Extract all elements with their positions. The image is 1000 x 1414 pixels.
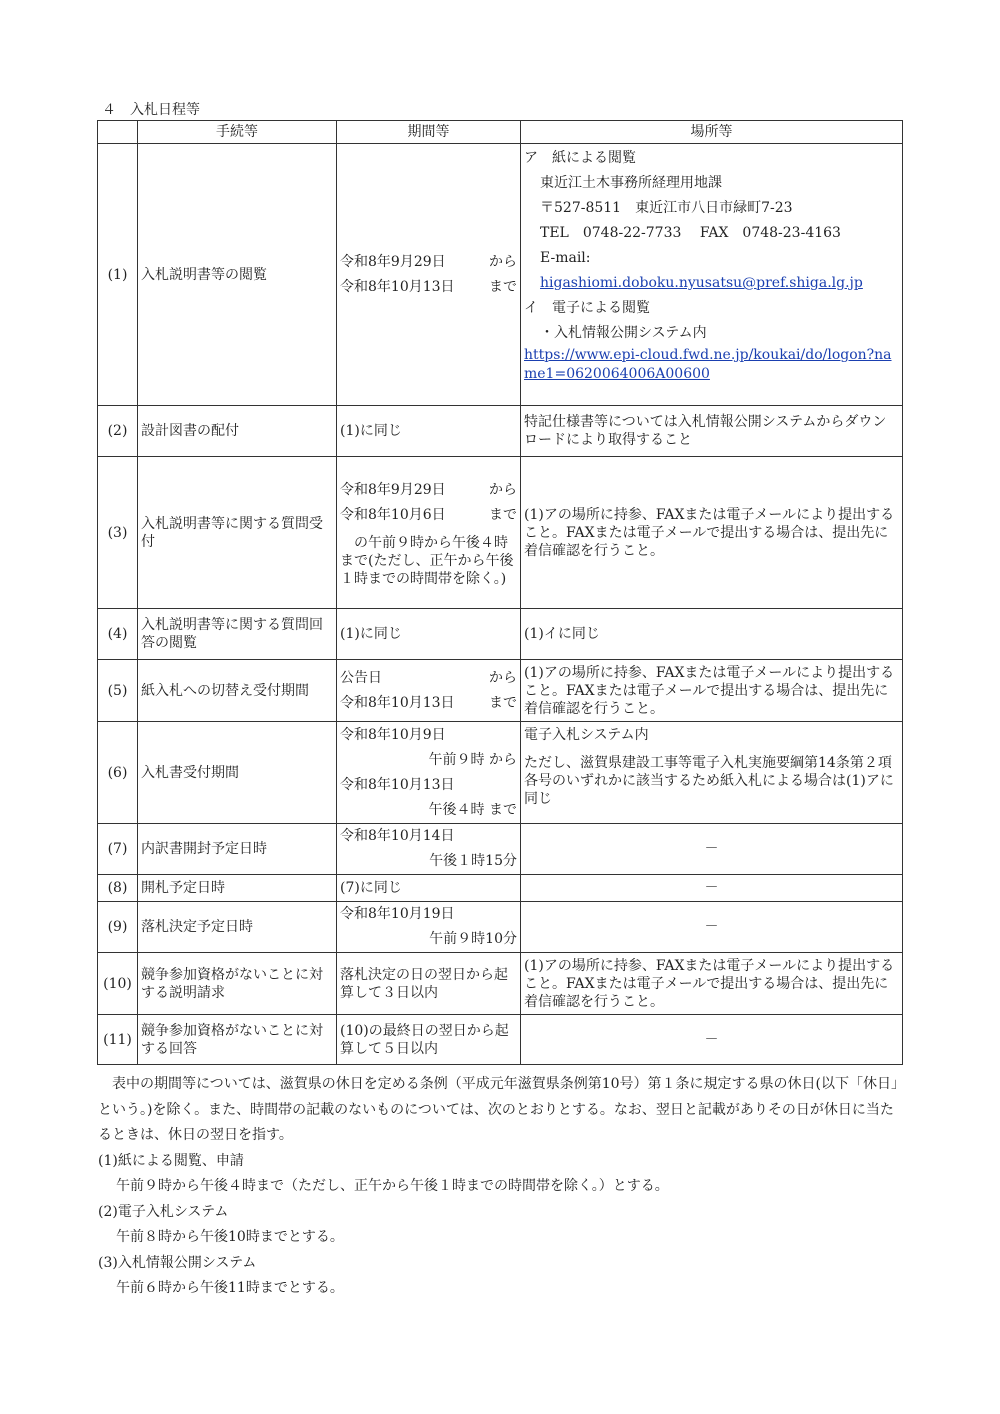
period-cell — [337, 722, 521, 824]
period-cell: (10)の最終日の翌日から起算して５日以内 — [337, 1015, 521, 1065]
period-date: 令和8年10月19日 — [340, 906, 455, 922]
row-number: (5) — [98, 660, 138, 722]
period-end-suffix: まで — [489, 278, 517, 295]
note-title: (1)紙による閲覧、申請 — [98, 1152, 244, 1169]
place-line: 〒527-8511 東近江市八日市緑町7-23 — [540, 200, 793, 216]
place-line: TEL 0748-22-7733 FAX 0748-23-4163 — [540, 225, 841, 241]
procedure-cell: 入札説明書等の閲覧 — [138, 144, 337, 406]
table-row — [98, 406, 903, 457]
table-row — [98, 875, 903, 902]
table-row — [98, 824, 903, 875]
place-cell: － — [521, 1015, 903, 1065]
row-number: (6) — [98, 722, 138, 824]
period-start-date: 令和8年9月29日 — [340, 253, 446, 270]
row-number: (8) — [98, 875, 138, 902]
procedure-cell: 開札予定日時 — [138, 875, 337, 902]
header-place: 場所等 — [521, 121, 903, 144]
row-number: (1) — [98, 144, 138, 406]
table-row — [98, 144, 903, 406]
period-start-suffix: から — [489, 669, 517, 686]
procedure-cell: 落札決定予定日時 — [138, 902, 337, 953]
period-end-suffix: まで — [489, 694, 517, 711]
procedure-cell: 紙入札への切替え受付期間 — [138, 660, 337, 722]
period-end-suffix: まで — [489, 506, 517, 523]
period-cell — [337, 660, 521, 722]
email-link[interactable]: higashiomi.doboku.nyusatsu@pref.shiga.lg.jp — [540, 275, 863, 291]
table-row — [98, 953, 903, 1015]
procedure-cell: 競争参加資格がないことに対する説明請求 — [138, 953, 337, 1015]
place-cell: － — [521, 875, 903, 902]
period-line: 午前９時 から — [428, 751, 517, 768]
row-number: (2) — [98, 406, 138, 457]
period-end-date: 令和8年10月13日 — [340, 694, 455, 711]
place-cell — [521, 722, 903, 824]
place-line: E-mail: — [540, 250, 591, 266]
header-procedure: 手続等 — [138, 121, 337, 144]
period-start-date: 令和8年9月29日 — [340, 481, 446, 498]
system-url-link[interactable]: https://www.epi-cloud.fwd.ne.jp/koukai/do/logon?name1=0620064006A00600 — [524, 347, 892, 382]
table-header-row — [98, 121, 903, 144]
period-line: 令和8年10月9日 — [340, 726, 446, 743]
period-date: 令和8年10月14日 — [340, 828, 455, 844]
place-line: ア 紙による閲覧 — [524, 150, 636, 166]
place-cell — [521, 144, 903, 406]
table-row — [98, 1015, 903, 1065]
notes-section — [98, 1072, 898, 1302]
header-period: 期間等 — [337, 121, 521, 144]
period-end-date: 令和8年10月6日 — [340, 506, 446, 523]
row-number: (4) — [98, 609, 138, 660]
procedure-cell: 入札説明書等に関する質問受付 — [138, 457, 337, 609]
period-cell — [337, 144, 521, 406]
period-cell: (7)に同じ — [337, 875, 521, 902]
place-cell: (1)イに同じ — [521, 609, 903, 660]
period-cell: (1)に同じ — [337, 609, 521, 660]
table-row — [98, 609, 903, 660]
header-no — [98, 121, 138, 144]
note-title: (2)電子入札システム — [98, 1203, 229, 1220]
place-cell: (1)アの場所に持参、FAXまたは電子メールにより提出すること。FAXまたは電子メールで提出する場合は、提出先に着信確認を行うこと。 — [521, 457, 903, 609]
place-line: 東近江土木事務所経理用地課 — [540, 175, 722, 191]
place-line: 電子入札システム内 — [524, 727, 649, 743]
table-row — [98, 457, 903, 609]
period-line: 午後４時 まで — [428, 801, 517, 818]
notes-intro: 表中の期間等については、滋賀県の休日を定める条例（平成元年滋賀県条例第10号）第１条に規定する県の休日(以下「休日」という。)を除く。また、時間帯の記載のないものについては、次のとおりとする。なお、翌日と記載がありその日が休日に当たるときは、休日の翌日を指す。 — [98, 1076, 898, 1143]
procedure-cell: 設計図書の配付 — [138, 406, 337, 457]
period-line: 令和8年10月13日 — [340, 776, 455, 793]
place-line: ただし、滋賀県建設工事等電子入札実施要綱第14条第２項各号のいずれかに該当するため紙入札による場合は(1)アに同じ — [524, 755, 894, 807]
period-cell — [337, 824, 521, 875]
row-number: (9) — [98, 902, 138, 953]
section-title: ４ 入札日程等 — [102, 102, 200, 118]
place-cell: (1)アの場所に持参、FAXまたは電子メールにより提出すること。FAXまたは電子メールで提出する場合は、提出先に着信確認を行うこと。 — [521, 953, 903, 1015]
row-number: (3) — [98, 457, 138, 609]
period-cell: 落札決定の日の翌日から起算して３日以内 — [337, 953, 521, 1015]
period-start-suffix: から — [489, 481, 517, 498]
place-cell: (1)アの場所に持参、FAXまたは電子メールにより提出すること。FAXまたは電子メールで提出する場合は、提出先に着信確認を行うこと。 — [521, 660, 903, 722]
place-cell: 特記仕様書等については入札情報公開システムからダウンロードにより取得すること — [521, 406, 903, 457]
period-cell: (1)に同じ — [337, 406, 521, 457]
procedure-cell: 入札説明書等に関する質問回答の閲覧 — [138, 609, 337, 660]
row-number: (11) — [98, 1015, 138, 1065]
period-start-suffix: から — [489, 253, 517, 270]
period-cell — [337, 457, 521, 609]
place-cell: － — [521, 824, 903, 875]
place-line: イ 電子による閲覧 — [524, 300, 650, 316]
row-number: (7) — [98, 824, 138, 875]
period-cell — [337, 902, 521, 953]
note-body: 午前８時から午後10時までとする。 — [116, 1229, 344, 1245]
place-cell: － — [521, 902, 903, 953]
period-time: 午前９時10分 — [429, 931, 517, 947]
note-body: 午前６時から午後11時までとする。 — [116, 1280, 344, 1296]
procedure-cell: 内訳書開封予定日時 — [138, 824, 337, 875]
table-row — [98, 902, 903, 953]
table-row — [98, 660, 903, 722]
period-end-date: 令和8年10月13日 — [340, 278, 455, 295]
period-start-date: 公告日 — [340, 669, 382, 686]
procedure-cell: 競争参加資格がないことに対する回答 — [138, 1015, 337, 1065]
period-time: 午後１時15分 — [429, 853, 517, 869]
note-body: 午前９時から午後４時まで（ただし、正午から午後１時までの時間帯を除く。）とする。 — [116, 1178, 669, 1194]
table-row — [98, 722, 903, 824]
place-line: ・入札情報公開システム内 — [540, 325, 707, 341]
row-number: (10) — [98, 953, 138, 1015]
procedure-cell: 入札書受付期間 — [138, 722, 337, 824]
note-title: (3)入札情報公開システム — [98, 1254, 257, 1271]
schedule-table — [97, 120, 903, 1065]
period-note: の午前９時から午後４時まで(ただし、正午から午後１時までの時間帯を除く。) — [340, 534, 514, 587]
